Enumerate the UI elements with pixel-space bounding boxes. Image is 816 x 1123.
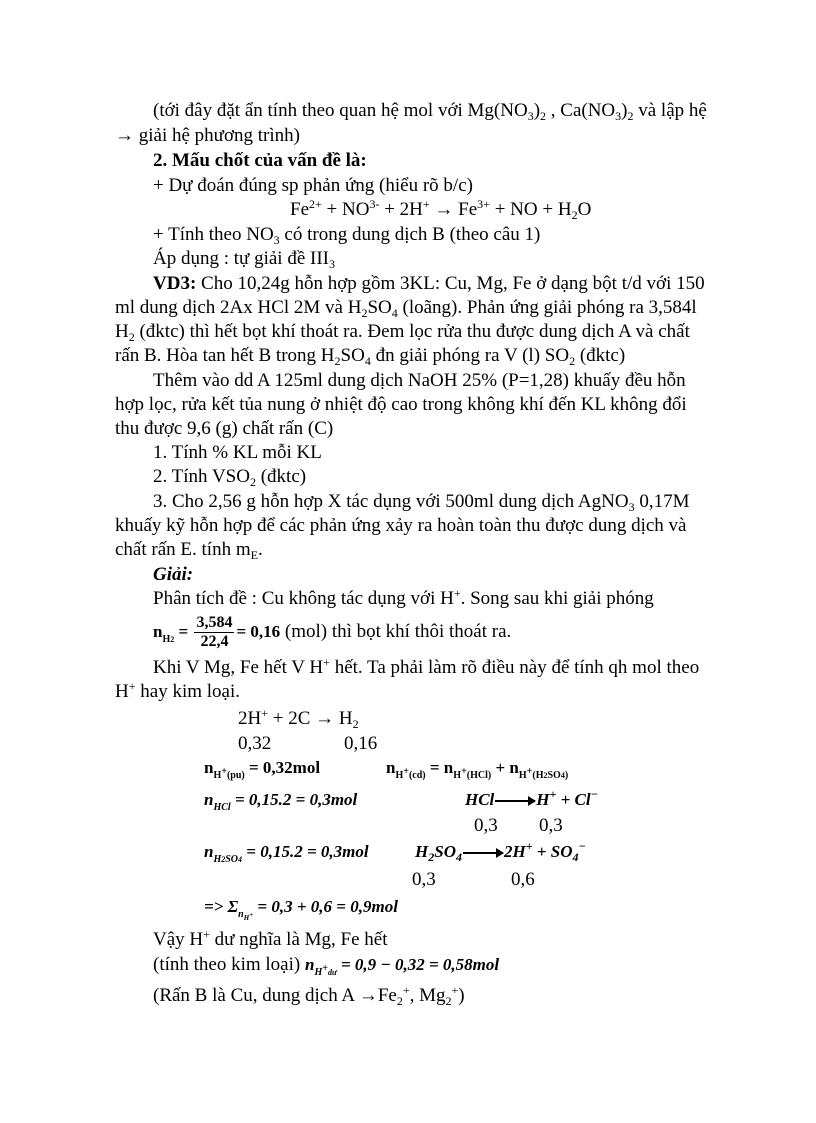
text-line: 2. Tính $VSO_2$ (đktc)	[153, 466, 307, 489]
formula: $n_H+_{(pu)} = 0,32mol$	[204, 758, 321, 781]
text-line: (tính theo kim loại) $n_H+_{dư} = 0,9 - 0,32 = 0,58mol$	[153, 954, 500, 978]
text-line: H+ hay kim loại.	[115, 679, 240, 702]
text-line: → giải hệ phương trình)	[115, 125, 300, 146]
reaction: $H_2SO_4$ $2H^+ + SO_4^-$	[415, 839, 586, 864]
value: 0,3	[412, 869, 436, 890]
equation: $Fe^{2+} + NO^{3-} + 2H^+ \to Fe^{3+}$ + NO + $H_2O$	[290, 197, 592, 222]
text-line: khuấy kỹ hỗn hợp để các phản ứng xảy ra hoàn toàn thu được dung dịch và	[115, 515, 687, 536]
text-line: Phân tích đề : Cu không tác dụng với H+. Song sau khi giải phóng	[153, 586, 654, 609]
value: 0,16	[344, 733, 378, 754]
text-line: hợp lọc, rửa kết tủa nung ở nhiệt độ cao trong không khí đến KL không đổi	[115, 394, 687, 415]
text-line: $H_2$ (đktc) thì hết bọt khí thoát ra. Đem lọc rửa thu được dung dịch A và chất	[115, 321, 690, 344]
arrow-icon	[495, 800, 535, 802]
text-line: 3. Cho 2,56 g hỗn hợp X tác dụng với 500ml dung dịch AgNO$_3$ 0,17M	[153, 491, 690, 514]
section-heading: 2. Mấu chốt của vấn đề là:	[153, 150, 367, 171]
text-line: Áp dụng : tự giải đề $III_3$	[153, 248, 335, 271]
text-line: + Dự đoán đúng sp phản ứng (hiểu rõ b/c)	[153, 175, 473, 196]
text-line: chất rấn E. tính $m_E$.	[115, 539, 263, 562]
text-line: + Tính theo $NO_3$ có trong dung dịch B (theo câu 1)	[153, 224, 541, 247]
equation: $2H^+ + 2C \to H_2$	[238, 706, 359, 731]
solution-heading: Giải:	[153, 564, 194, 585]
formula: $n_{HCl} = 0,15.2 = 0,3mol$	[204, 790, 358, 813]
fraction-equation: $n_{H2}$ = $\frac{3,584}{22,4}$ = 0,16 (mol) thì bọt khí thôi thoát ra.	[153, 614, 512, 651]
value: 0,6	[511, 869, 535, 890]
reaction: HCl H+ + Cl−	[465, 787, 598, 809]
text-line: ml dung dịch 2Ax HCl 2M và $H_2SO_4$ (loãng). Phản ứng giải phóng ra 3,584l	[115, 297, 697, 320]
text-line: Khi V Mg, Fe hết V H+ hết. Ta phải làm rõ điều này để tính qh mol theo	[153, 655, 700, 678]
text-line: rấn B. Hòa tan hết B trong $H_2SO_4$ đn giải phóng ra V (l) $SO_2$ (đktc)	[115, 345, 626, 368]
text-line: (tới đây đặt ẩn tính theo quan hệ mol với $Mg(NO_3)_2$ , $Ca(NO_3)_2$ và lập hệ	[153, 100, 707, 123]
text-line: Vậy H+ dư nghĩa là Mg, Fe hết	[153, 927, 388, 950]
formula: => $\Sigma_{nH+} = 0,3 + 0,6 = 0,9mol$	[204, 897, 398, 922]
text-line: thu được 9,6 (g) chất rấn (C)	[115, 418, 334, 439]
arrow-icon	[463, 852, 503, 854]
value: 0,32	[238, 733, 272, 754]
text-line: Thêm vào dd A 125ml dung dịch NaOH 25% (P=1,28) khuấy đều hỗn	[153, 370, 686, 391]
formula: $n_{H2SO4} = 0,15.2 = 0,3mol$	[204, 842, 369, 865]
text-line: VD3: Cho 10,24g hỗn hợp gồm 3KL: Cu, Mg, Fe ở dạng bột t/d với 150	[153, 273, 705, 294]
text-line: (Rấn B là Cu, dung dịch $A \to Fe_2^+$, $Mg_2^+$)	[153, 983, 465, 1008]
text-line: 1. Tính % KL mỗi KL	[153, 442, 322, 463]
formula: $n_H+_{(cd)} = n_H+_{(HCl)} + n_H+_{(H2SO4)}$	[386, 758, 569, 781]
value: 0,3	[474, 815, 498, 836]
value: 0,3	[539, 815, 563, 836]
